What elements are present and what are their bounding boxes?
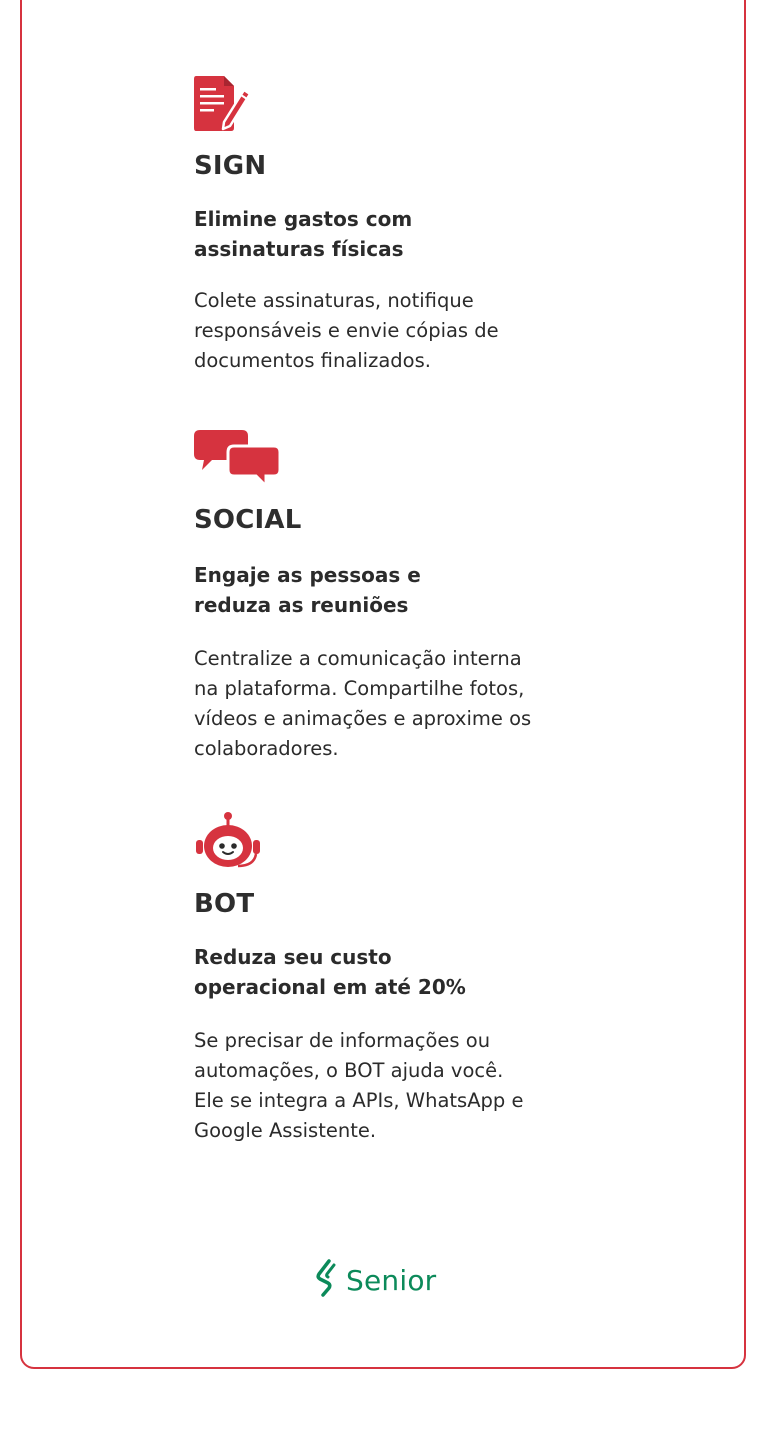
section-description: Centralize a comunicação interna na plataforma. Compartilhe fotos, vídeos e animações e aproxime os colaboradores.: [194, 647, 532, 760]
robot-icon: [194, 812, 264, 877]
section-title: BOT: [194, 889, 255, 919]
section-subtitle: Reduza seu custo operacional em até 20%: [194, 945, 466, 999]
document-pen-icon: [194, 76, 254, 137]
chat-bubbles-icon: [194, 430, 284, 495]
section-description: Se precisar de informações ou automações, o BOT ajuda você. Ele se integra a APIs, WhatsApp e Google Assistente.: [194, 1029, 524, 1142]
senior-logo-text: Senior: [346, 1263, 437, 1297]
section-subtitle: Engaje as pessoas e reduza as reuniões: [194, 563, 421, 617]
senior-logo[interactable]: [314, 1260, 436, 1300]
section-description: Colete assinaturas, notifique responsáveis e envie cópias de documentos finalizados.: [194, 289, 499, 372]
senior-logo-icon: [314, 1259, 340, 1302]
section-subtitle: Elimine gastos com assinaturas físicas: [194, 207, 413, 261]
section-title: SIGN: [194, 151, 267, 181]
section-title: SOCIAL: [194, 505, 302, 535]
